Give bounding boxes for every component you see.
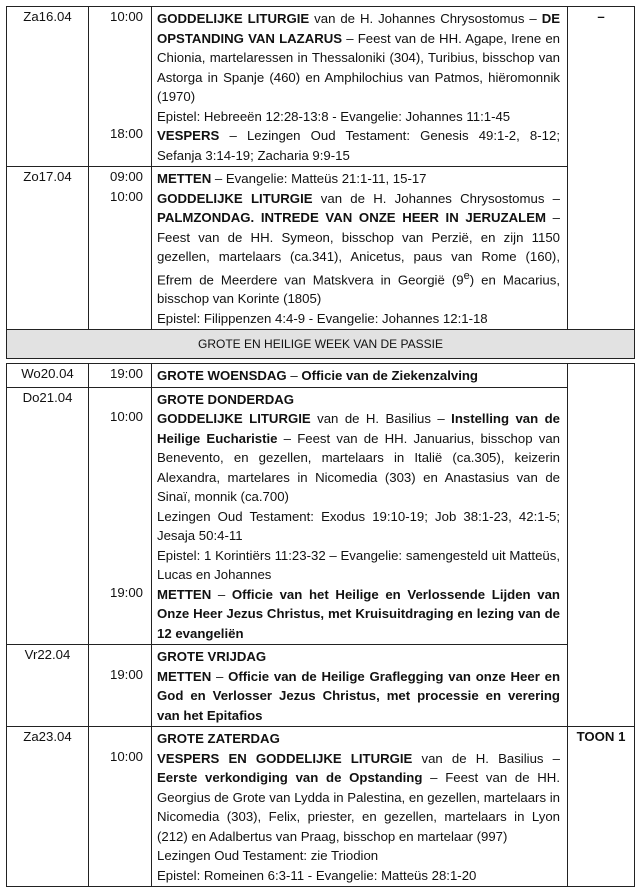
- time-cell: [89, 364, 152, 388]
- service-description: GODDELIJKE LITURGIE van de H. Johannes Chrysostomus – DE OPSTANDING VAN LAZARUS – Feest van de HH. Agape, Irene en Chionia, martelaressen in Thessaloniki (304), Turibius, bisschop van Astorga in Spanje (460) en Amphilochius van Patmos, hiëromonnik (1970): [157, 11, 561, 104]
- tone-cell: [568, 364, 635, 727]
- time-cell: [89, 727, 152, 887]
- description-cell: [152, 387, 568, 645]
- service-time: 19:00: [109, 366, 143, 382]
- service-description: GODDELIJKE LITURGIE van de H. Basilius – Instelling van de Heilige Eucharistie – Feest van de HH. Januarius, bisschop van Benevento, en gezellen, martelaars in Italië (ca.305), keizerin Alexandra, martelares in Nicomedia (303) en Anastasius van de Sinaï, monnik (ca.700): [157, 411, 561, 505]
- service-description: METTEN – Evangelie: Matteüs 21:1-11, 15-17: [157, 171, 427, 186]
- service-time: 10:00: [109, 188, 143, 204]
- service-time: 10:00: [109, 409, 143, 425]
- tone-cell: –: [568, 7, 635, 330]
- date-cell: Do21.04: [7, 387, 89, 645]
- date-cell: Wo20.04: [7, 364, 89, 388]
- service-time: 10:00: [109, 748, 143, 764]
- day-heading: GROTE ZATERDAG: [157, 731, 280, 747]
- reading-line: Lezingen Oud Testament: Exodus 19:10-19; Job 38:1-23, 42:1-5; Jesaja 50:4-11: [157, 508, 560, 544]
- description-cell: [152, 364, 568, 388]
- tone-cell: TOON 1: [568, 727, 635, 887]
- description-cell: [152, 727, 568, 887]
- table-row: [7, 727, 635, 887]
- service-description: METTEN – Officie van het Heilige en Verlossende Lijden van Onze Heer Jezus Christus, met Kruisuitdraging en lezing van de 12 evangeliën: [157, 586, 560, 641]
- service-description: VESPERS EN GODDELIJKE LITURGIE van de H. Basilius – Eerste verkondiging van de Opstanding – Feest van de HH. Georgius de Grote van Lydda in Palestina, en gezellen, martelaars in Nicomedia (303), Felix, priester, en gezellen, martelaars in Lyon (212) en Adalbertus van Praag, bisschop en martelaar (997): [157, 750, 560, 844]
- table-row: [7, 364, 635, 388]
- section-banner: [7, 330, 635, 359]
- time-cell: [89, 645, 152, 727]
- time-cell: [89, 7, 152, 167]
- date-cell: Zo17.04: [7, 167, 89, 330]
- service-description: GODDELIJKE LITURGIE van de H. Johannes Chrysostomus – PALMZONDAG. INTREDE VAN ONZE HEER IN JERUZALEM – Feest van de HH. Symeon, bisschop van Perzië, en zijn 1150 gezellen, martelaars (ca.341), Anicetus, paus van Rome (160), Efrem de Meerdere van Matskvera in Georgië (9e) en Macarius, bisschop van Korinte (1805): [157, 190, 561, 307]
- table-row: [7, 167, 635, 330]
- day-heading: GROTE VRIJDAG: [157, 649, 267, 665]
- time-cell: [89, 167, 152, 330]
- date-cell: Za23.04: [7, 727, 89, 887]
- day-heading: GROTE DONDERDAG: [157, 391, 295, 407]
- section-title: GROTE EN HEILIGE WEEK VAN DE PASSIE: [7, 330, 635, 359]
- service-description: VESPERS – Lezingen Oud Testament: Genesis 49:1-2, 8-12; Sefanja 3:14-19; Zacharia 9:9-15: [157, 128, 560, 163]
- description-cell: [152, 645, 568, 727]
- service-time: 09:00: [109, 169, 143, 184]
- reading-line: Epistel: Hebreeën 12:28-13:8 - Evangelie: Johannes 11:1-45: [157, 108, 511, 124]
- schedule-table: [6, 6, 635, 887]
- time-cell: [89, 387, 152, 645]
- table-row: [7, 645, 635, 727]
- service-time: 19:00: [109, 666, 143, 682]
- service-time: 10:00: [109, 9, 143, 24]
- service-time: 19:00: [109, 584, 143, 600]
- service-time: 18:00: [109, 126, 143, 141]
- description-cell: [152, 7, 568, 167]
- reading-line: Epistel: Romeinen 6:3-11 - Evangelie: Matteüs 28:1-20: [157, 867, 477, 883]
- description-cell: [152, 167, 568, 330]
- date-cell: Za16.04: [7, 7, 89, 167]
- table-row: [7, 387, 635, 645]
- reading-line: Epistel: 1 Korintiërs 11:23-32 – Evangelie: samengesteld uit Matteüs, Lucas en Johannes: [157, 547, 560, 583]
- reading-line: Lezingen Oud Testament: zie Triodion: [157, 848, 379, 864]
- service-description: METTEN – Officie van de Heilige Graflegging van onze Heer en God en Verlosser Jezus Christus, met processie en verering van het Epitafios: [157, 668, 560, 723]
- service-description: GROTE WOENSDAG – Officie van de Ziekenzalving: [157, 368, 478, 384]
- table-row: [7, 7, 635, 167]
- date-cell: Vr22.04: [7, 645, 89, 727]
- reading-line: Epistel: Filippenzen 4:4-9 - Evangelie: Johannes 12:1-18: [157, 310, 488, 326]
